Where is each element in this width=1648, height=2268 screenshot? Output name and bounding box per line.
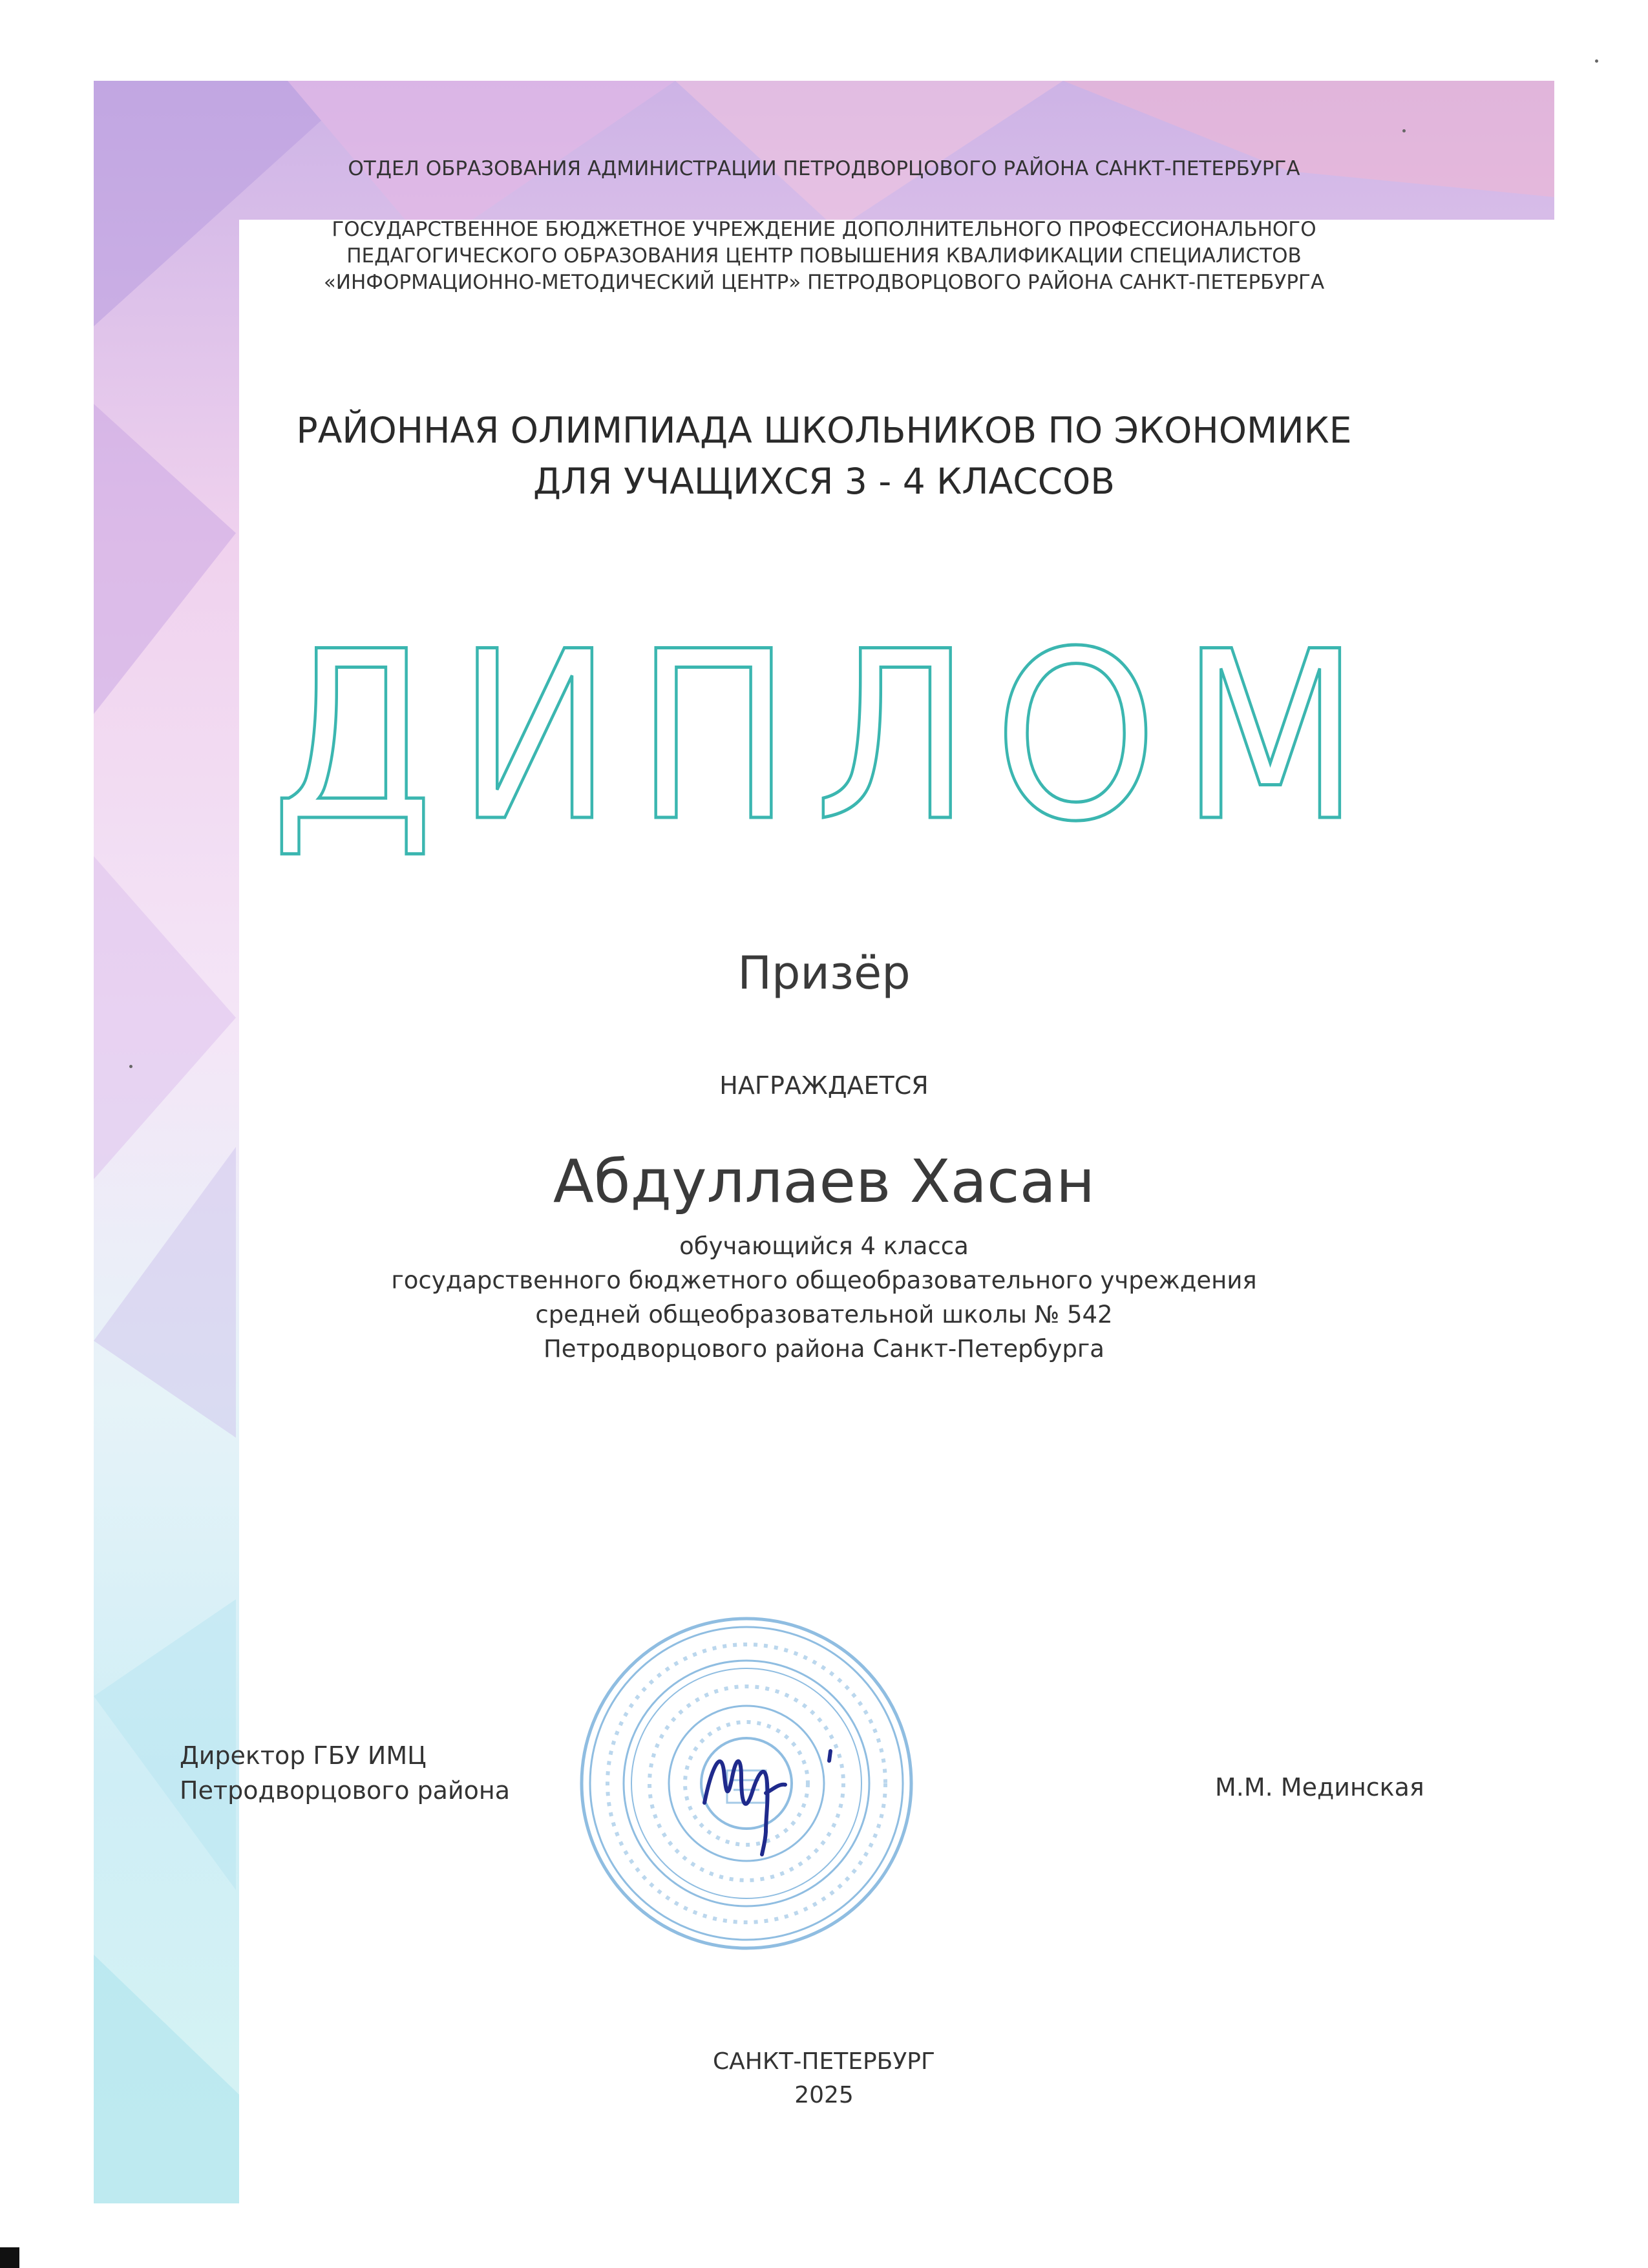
department-header: ОТДЕЛ ОБРАЗОВАНИЯ АДМИНИСТРАЦИИ ПЕТРОДВОРЦОВОГО РАЙОНА САНКТ-ПЕТЕРБУРГА [348, 157, 1300, 180]
institution-header [0, 216, 1648, 297]
event-title-line: РАЙОННАЯ ОЛИМПИАДА ШКОЛЬНИКОВ ПО ЭКОНОМИКЕ [296, 410, 1352, 451]
institution-line: ПЕДАГОГИЧЕСКОГО ОБРАЗОВАНИЯ ЦЕНТР ПОВЫШЕНИЯ КВАЛИФИКАЦИИ СПЕЦИАЛИСТОВ [346, 244, 1302, 268]
official-stamp [572, 1609, 921, 1958]
position-line: Директор ГБУ ИМЦ [180, 1741, 427, 1770]
scan-speck [1595, 59, 1598, 63]
position-line: Петродворцового района [180, 1776, 511, 1805]
signatory-position [180, 1738, 510, 1809]
recipient-name: Абдуллаев Хасан [553, 1147, 1095, 1216]
school-line: государственного бюджетного общеобразовательного учреждения [391, 1266, 1257, 1294]
award-status: Призёр [737, 947, 911, 1000]
scan-edge-mark [0, 2247, 19, 2268]
diploma-word: ДИПЛОМ [271, 611, 1383, 863]
scan-speck [129, 1065, 132, 1068]
event-title-line: ДЛЯ УЧАЩИХСЯ 3 - 4 КЛАССОВ [533, 461, 1115, 503]
footer [0, 2045, 1648, 2112]
institution-line: ГОСУДАРСТВЕННОЕ БЮДЖЕТНОЕ УЧРЕЖДЕНИЕ ДОПОЛНИТЕЛЬНОГО ПРОФЕССИОНАЛЬНОГО [332, 218, 1316, 241]
city: САНКТ-ПЕТЕРБУРГ [713, 2048, 935, 2075]
grade-line: обучающийся 4 класса [679, 1232, 969, 1260]
scan-speck [1402, 129, 1406, 132]
signatory-name: М.М. Мединская [1215, 1773, 1424, 1801]
event-title [0, 405, 1648, 507]
recipient-description [0, 1230, 1648, 1367]
school-line: Петродворцового района Санкт-Петербурга [543, 1334, 1104, 1363]
handwritten-signature [704, 1751, 830, 1854]
year: 2025 [794, 2082, 854, 2109]
institution-line: «ИНФОРМАЦИОННО-МЕТОДИЧЕСКИЙ ЦЕНТР» ПЕТРОДВОРЦОВОГО РАЙОНА САНКТ-ПЕТЕРБУРГА [323, 271, 1325, 295]
diploma-heading [246, 611, 1409, 863]
awarded-label: НАГРАЖДАЕТСЯ [719, 1071, 929, 1100]
school-line: средней общеобразовательной школы № 542 [535, 1300, 1113, 1328]
